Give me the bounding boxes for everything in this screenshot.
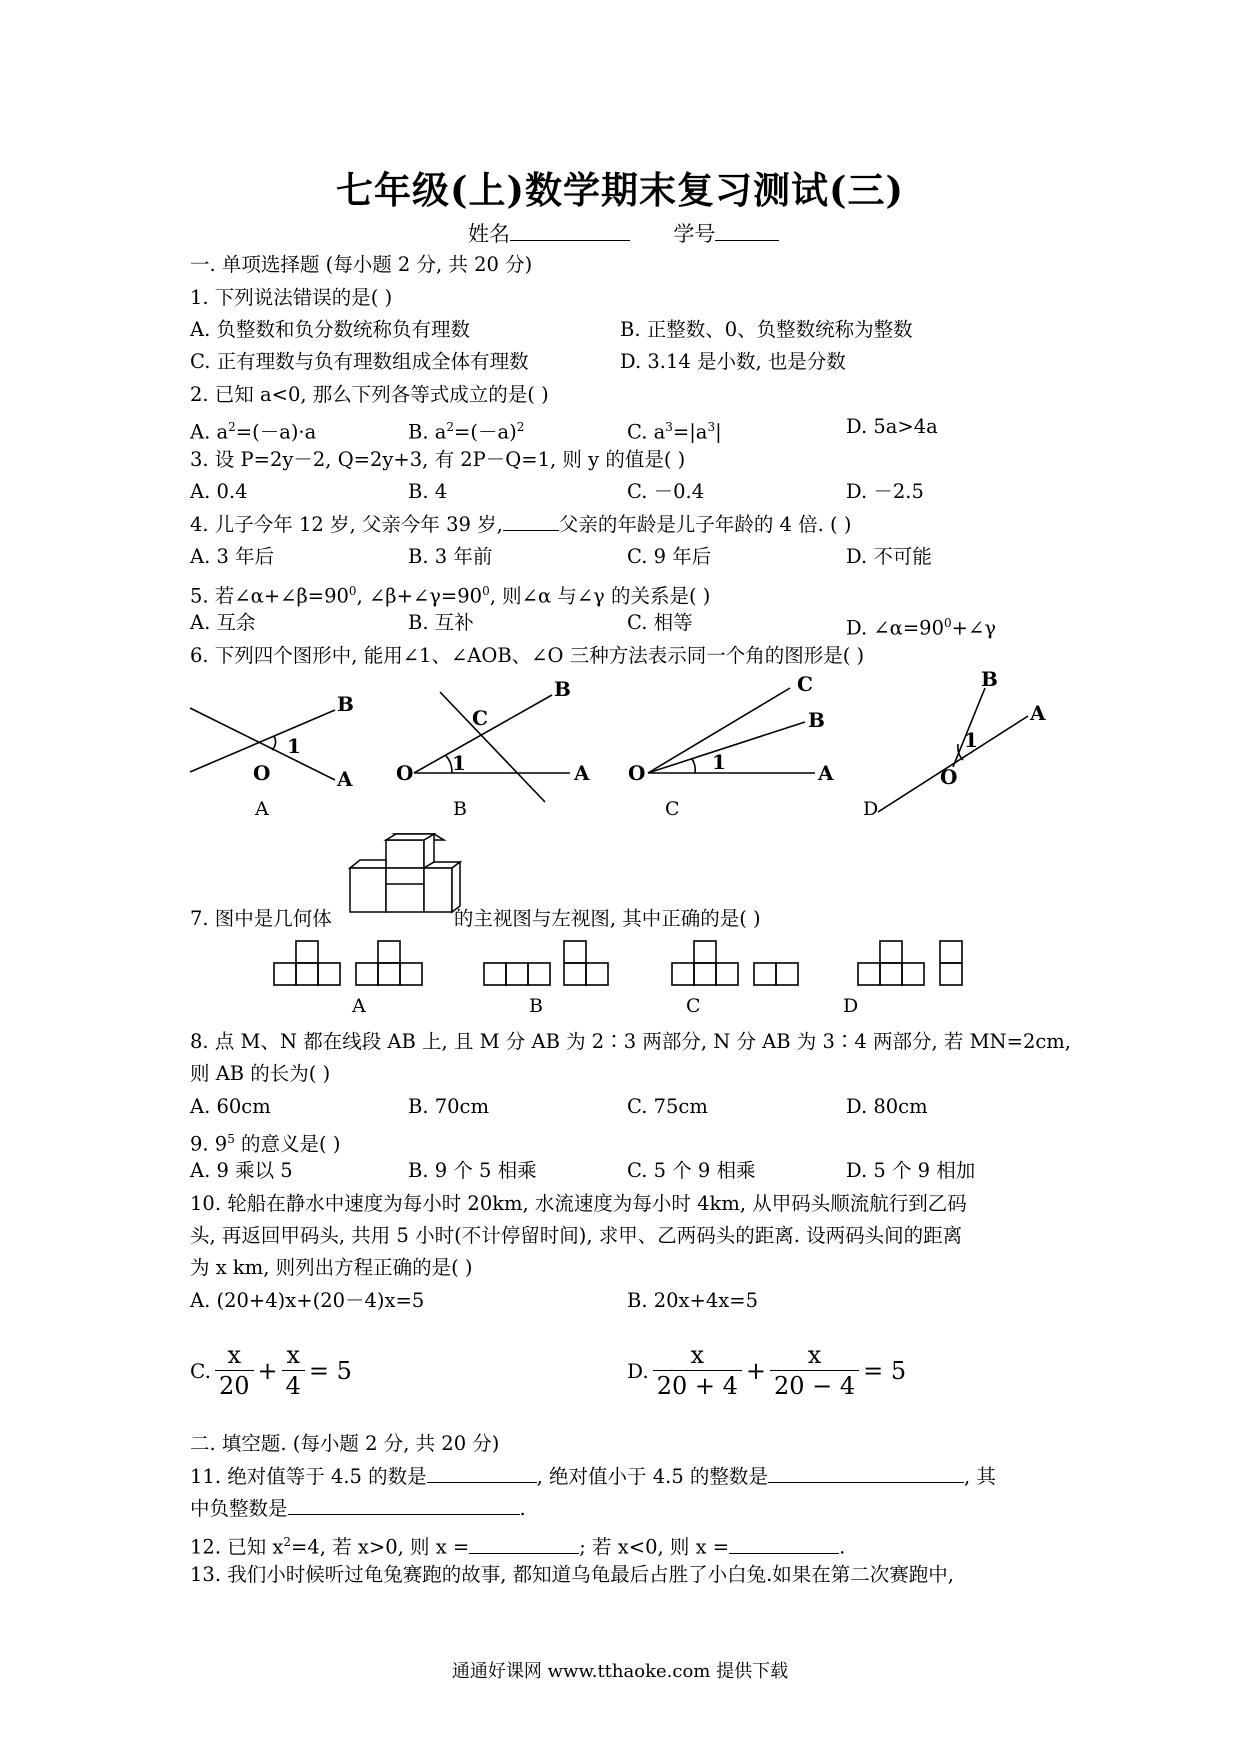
superscript: 0	[482, 584, 490, 598]
option-a[interactable]: A. 负整数和负分数统称负有理数	[190, 318, 470, 341]
question-stem	[190, 1464, 996, 1490]
cube	[386, 840, 424, 868]
question-stem	[190, 578, 710, 610]
superscript: 3	[707, 420, 716, 434]
question-stem	[190, 512, 851, 538]
option-a[interactable]: A. (20+4)x+(20－4)x=5	[190, 1289, 425, 1312]
option-c[interactable]: C. 相等	[627, 611, 693, 634]
numerator: x	[286, 1341, 301, 1369]
option-c[interactable]	[627, 414, 722, 446]
question-stem-cont: 则 AB 的长为( )	[190, 1062, 331, 1085]
question-stem	[190, 906, 761, 932]
option-a[interactable]: A. 3 年后	[190, 545, 275, 568]
footer-credit: 通通好课网 www.tthaoke.com 提供下载	[451, 1661, 789, 1682]
denominator: 4	[282, 1370, 305, 1401]
option-d[interactable]: D. 5a>4a	[846, 415, 938, 438]
option-d[interactable]: D. －2.5	[846, 480, 924, 503]
figure-label-a: A	[255, 798, 269, 820]
option-label-c[interactable]: C	[686, 995, 701, 1017]
operator: +	[257, 1356, 278, 1385]
option-text: =(－a)·a	[235, 420, 317, 444]
answer-blank[interactable]	[503, 512, 559, 531]
superscript: 2	[516, 420, 525, 434]
stem-text: 5. 若∠α+∠β=90	[190, 584, 349, 608]
figD-label-1: 1	[964, 728, 978, 752]
stem-text: , 绝对值小于 4.5 的整数是	[536, 1465, 768, 1488]
page-title: 七年级(上)数学期末复习测试(三)	[335, 168, 905, 212]
figB-label-c: C	[472, 706, 488, 730]
superscript: 3	[665, 420, 673, 434]
fraction	[770, 1340, 859, 1401]
option-c[interactable]: C. －0.4	[627, 480, 705, 503]
question-stem: 8. 点 M、N 都在线段 AB 上, 且 M 分 AB 为 2∶3 两部分, N 分 AB 为 3∶4 两部分, 若 MN=2cm,	[190, 1030, 1071, 1053]
figD-label-a: A	[1030, 701, 1046, 725]
section-heading: 一. 单项选择题 (每小题 2 分, 共 20 分)	[190, 253, 533, 276]
stem-text: , ∠β+∠γ=90	[356, 584, 483, 608]
option-label-d[interactable]: D	[843, 995, 859, 1017]
figC-line-ob	[648, 722, 805, 773]
answer-blank[interactable]	[469, 1535, 579, 1554]
option-text: |	[715, 420, 722, 444]
fraction	[282, 1340, 305, 1401]
option-b[interactable]: B. 互补	[408, 611, 474, 634]
student-info-line	[468, 218, 779, 248]
option-text: A. a	[190, 420, 229, 444]
stem-text: 的主视图与左视图, 其中正确的是( )	[453, 907, 761, 930]
option-d[interactable]: D. 5 个 9 相加	[846, 1159, 976, 1182]
option-a[interactable]: A. 60cm	[190, 1095, 271, 1118]
figA-label-o: O	[253, 761, 271, 785]
question-stem	[190, 1126, 340, 1158]
id-blank[interactable]	[715, 218, 779, 241]
option-text: =(－a)	[454, 420, 517, 444]
stem-text: 的意义是( )	[234, 1132, 341, 1156]
option-d[interactable]	[627, 1340, 906, 1401]
option-b-views	[484, 941, 608, 985]
option-b[interactable]: B. 3 年前	[408, 545, 493, 568]
stem-text: 4. 儿子今年 12 岁, 父亲今年 39 岁,	[190, 513, 503, 536]
operator: +	[745, 1356, 766, 1385]
figD-label-o: O	[940, 765, 958, 789]
name-label: 姓名	[468, 222, 510, 246]
figC-label-b: B	[808, 708, 825, 732]
option-b[interactable]: B. 4	[408, 480, 448, 503]
option-c[interactable]: C. 9 年后	[627, 545, 712, 568]
option-a[interactable]	[190, 414, 316, 446]
option-b[interactable]: B. 70cm	[408, 1095, 489, 1118]
stem-text: .	[839, 1535, 846, 1559]
option-text: C. a	[627, 420, 666, 444]
question-stem: 1. 下列说法错误的是( )	[190, 286, 393, 309]
question-stem	[190, 1529, 845, 1561]
figB-label-1: 1	[452, 751, 466, 775]
stem-text: =4, 若 x>0, 则 x =	[291, 1535, 470, 1559]
denominator: 20	[215, 1370, 254, 1401]
question-stem-cont	[190, 1496, 526, 1522]
superscript: 2	[283, 1535, 292, 1549]
view-options	[0, 935, 1240, 995]
denominator: 20 − 4	[770, 1370, 859, 1401]
figD-label-b: B	[981, 670, 998, 691]
option-d[interactable]	[846, 610, 996, 642]
figC-angle-arc	[692, 759, 695, 773]
option-b[interactable]: B. 正整数、0、负整数统称为整数	[620, 318, 913, 341]
question-stem: 6. 下列四个图形中, 能用∠1、∠AOB、∠O 三种方法表示同一个角的图形是( )	[190, 644, 865, 667]
option-b[interactable]: B. 20x+4x=5	[627, 1289, 759, 1312]
figure-label-b: B	[453, 798, 467, 820]
superscript: 0	[348, 584, 357, 598]
stem-text: , 则∠α 与∠γ 的关系是( )	[489, 584, 711, 608]
option-c[interactable]: C. 5 个 9 相乘	[627, 1159, 756, 1182]
stem-text: .	[519, 1497, 526, 1520]
equals-rhs: = 5	[308, 1356, 352, 1385]
option-d-views	[858, 941, 962, 985]
name-blank[interactable]	[510, 218, 630, 241]
figD-line-oa	[878, 716, 1028, 812]
fraction	[653, 1340, 742, 1401]
section-heading: 二. 填空题. (每小题 2 分, 共 20 分)	[190, 1432, 500, 1455]
numerator: x	[690, 1341, 705, 1369]
stem-text: ; 若 x<0, 则 x =	[579, 1535, 730, 1559]
option-text: =|a	[672, 420, 708, 444]
id-label: 学号	[673, 222, 716, 246]
option-label: C.	[190, 1358, 211, 1383]
figB-label-o: O	[396, 761, 414, 785]
fraction	[215, 1340, 254, 1401]
option-a[interactable]: A. 9 乘以 5	[190, 1159, 293, 1182]
numerator: x	[807, 1341, 822, 1369]
superscript: 2	[228, 420, 236, 434]
stem-text: 9. 9	[190, 1132, 228, 1156]
option-b[interactable]: B. 9 个 5 相乘	[408, 1159, 537, 1182]
question-stem: 10. 轮船在静水中速度为每小时 20km, 水流速度为每小时 4km, 从甲码头顺流航行到乙码	[190, 1192, 967, 1215]
figC-label-o: O	[628, 761, 646, 785]
figA-label-1: 1	[287, 734, 301, 758]
question-stem-cont: 为 x km, 则列出方程正确的是( )	[190, 1256, 473, 1279]
stem-text: 父亲的年龄是儿子年龄的 4 倍. ( )	[558, 513, 852, 536]
figB-label-b: B	[554, 677, 571, 701]
numerator: x	[227, 1341, 241, 1369]
option-b[interactable]	[408, 414, 524, 446]
angle-figures	[0, 670, 1240, 845]
option-label: D.	[627, 1358, 649, 1383]
option-c[interactable]	[190, 1340, 352, 1401]
option-c[interactable]: C. 正有理数与负有理数组成全体有理数	[190, 350, 529, 373]
stem-text: 12. 已知 x	[190, 1535, 284, 1559]
superscript: 2	[446, 420, 454, 434]
stem-text: 11. 绝对值等于 4.5 的数是	[190, 1465, 427, 1488]
option-text: D. ∠α=90	[846, 616, 944, 640]
option-a[interactable]: A. 互余	[190, 611, 256, 634]
option-text: B. a	[408, 420, 447, 444]
option-d[interactable]: D. 不可能	[846, 545, 932, 568]
option-c-views	[672, 941, 798, 985]
option-a-views	[274, 941, 422, 985]
question-stem: 3. 设 P=2y－2, Q=2y+3, 有 2P－Q=1, 则 y 的值是( )	[190, 448, 686, 471]
stem-text: , 其	[963, 1465, 996, 1488]
question-stem-cont: 头, 再返回甲码头, 共用 5 小时(不计停留时间), 求甲、乙两码头的距离. 设两码头间的距离	[190, 1224, 963, 1247]
answer-blank[interactable]	[427, 1464, 537, 1483]
option-d[interactable]: D. 80cm	[846, 1095, 928, 1118]
figure-label-d: D	[863, 798, 879, 820]
figure-label-c: C	[665, 798, 680, 820]
superscript: 0	[944, 616, 952, 630]
answer-blank[interactable]	[768, 1464, 964, 1483]
option-text: +∠γ	[951, 616, 996, 640]
figA-label-a: A	[337, 767, 353, 791]
figC-label-a: A	[818, 761, 834, 785]
stem-text: 7. 图中是几何体	[190, 907, 332, 930]
option-a[interactable]: A. 0.4	[190, 480, 248, 503]
superscript: 5	[227, 1132, 235, 1146]
answer-blank[interactable]	[288, 1496, 520, 1515]
question-stem: 2. 已知 a<0, 那么下列各等式成立的是( )	[190, 383, 549, 406]
figC-label-1: 1	[712, 750, 726, 774]
equals-rhs: = 5	[863, 1356, 907, 1385]
option-label-b[interactable]: B	[529, 995, 543, 1017]
figC-label-c: C	[797, 672, 813, 696]
option-d[interactable]: D. 3.14 是小数, 也是分数	[620, 350, 846, 373]
figA-label-b: B	[337, 692, 354, 716]
stem-text: 中负整数是	[190, 1497, 288, 1520]
figB-label-a: A	[574, 761, 590, 785]
question-stem: 13. 我们小时候听过龟兔赛跑的故事, 都知道乌龟最后占胜了小白兔.如果在第二次赛跑中,	[190, 1563, 955, 1586]
answer-blank[interactable]	[729, 1535, 839, 1554]
denominator: 20 + 4	[653, 1370, 742, 1401]
figA-angle-arc	[272, 736, 276, 750]
option-c[interactable]: C. 75cm	[627, 1095, 708, 1118]
option-label-a[interactable]: A	[352, 995, 366, 1017]
